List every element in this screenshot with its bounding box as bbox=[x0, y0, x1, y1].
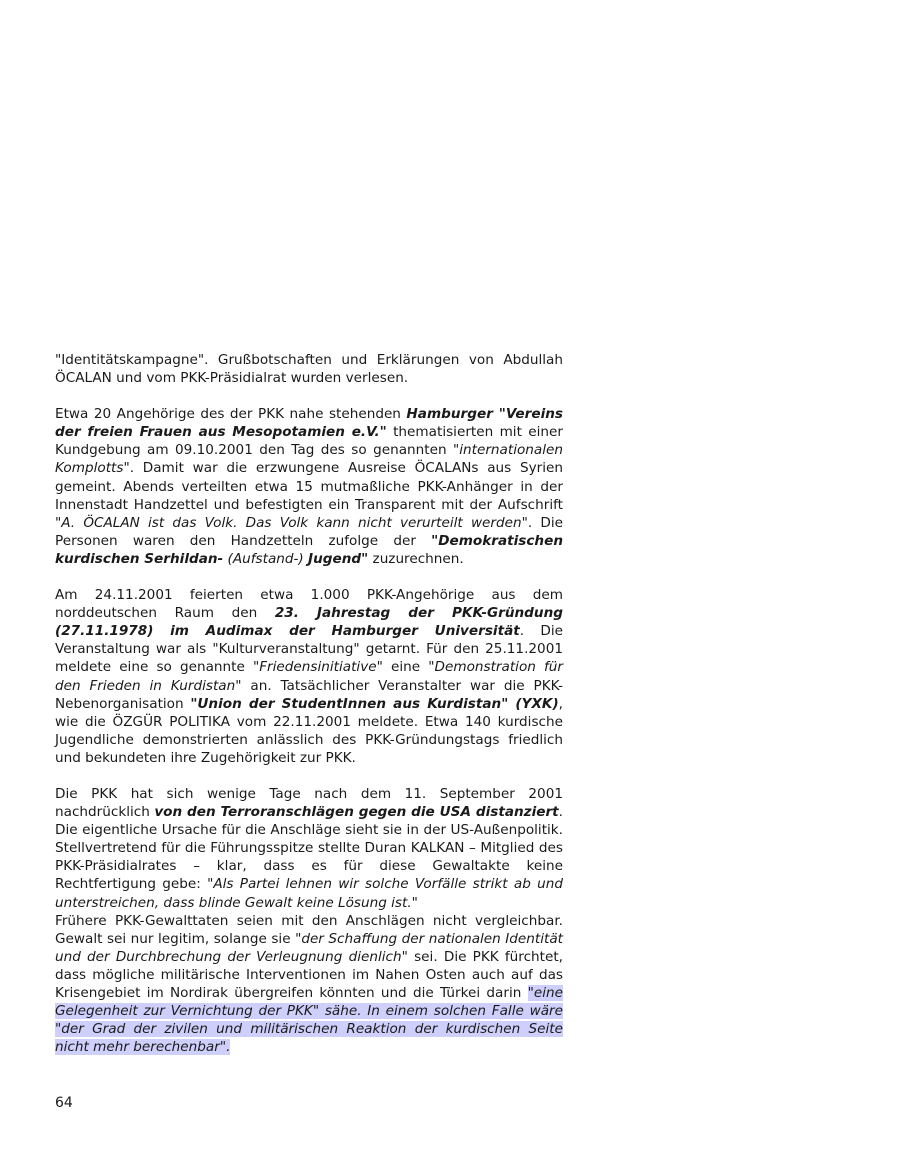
text-run: eine bbox=[382, 659, 429, 676]
paragraph-pkk-jahrestag bbox=[55, 586, 563, 767]
emphasis-run: "Demokratischen kurdischen Serhildan- bbox=[55, 532, 563, 567]
document-body bbox=[55, 351, 563, 1074]
text-run: Frühere PKK-Gewalttaten seien mit den Anschlägen nicht vergleichbar. Gewalt sei nur legitim, solange sie bbox=[55, 912, 563, 947]
quote-run: "Als Partei lehnen wir solche Vorfälle strikt ab und unterstreichen, dass blinde Gewalt keine Lösung ist." bbox=[55, 876, 563, 911]
paragraph-identitaetskampagne bbox=[55, 351, 563, 387]
text-run: . Die eigentliche Ursache für die Anschläge sieht sie in der US-Außenpolitik. Stellvertretend für die Führungsspitze stellte Duran KALKAN – Mitglied des PKK-Präsidialrates – klar, dass es für diese Gewaltakte keine Rechtfertigung gebe: bbox=[55, 804, 563, 893]
text-run: . Die Personen waren den Handzetteln zufolge der bbox=[55, 514, 563, 549]
text-run: thematisierten mit einer Kundgebung am 09.10.2001 den Tag des so genannten bbox=[55, 424, 563, 459]
emphasis-run: von den Terroranschlägen gegen die USA distanziert bbox=[154, 804, 559, 821]
quote-run: (Aufstand-) bbox=[223, 550, 309, 567]
text-run: sei. Die PKK fürchtet, dass mögliche militärische Interventionen im Nahen Osten auch auf das Krisengebiet im Nordirak übergreifen könnten und die Türkei darin bbox=[55, 948, 563, 1001]
emphasis-run: Jugend" bbox=[308, 550, 369, 567]
quote-run: "Friedensinitiative" bbox=[252, 659, 383, 676]
emphasis-run: Hamburger "Vereins der freien Frauen aus Mesopotamien e.V." bbox=[55, 406, 563, 441]
paragraph-gewalttaten bbox=[55, 912, 563, 1057]
page-number: 64 bbox=[55, 1095, 73, 1111]
quote-run: "internationalen Komplotts" bbox=[55, 442, 563, 477]
quote-run: "Demonstration für den Frieden in Kurdistan" bbox=[55, 659, 563, 694]
text-run: zuzurechnen. bbox=[368, 550, 464, 567]
quote-run: "A. ÖCALAN ist das Volk. Das Volk kann nicht verurteilt werden" bbox=[55, 514, 528, 531]
text-run: . Damit war die erzwungene Ausreise ÖCALANs aus Syrien gemeint. Abends verteilten etwa 15 mutmaßliche PKK-Anhänger in der Innenstadt Handzettel und befestigten ein Transparent mit der Aufschrift bbox=[55, 460, 563, 513]
text-run: Am 24.11.2001 feierten etwa 1.000 PKK-Angehörige aus dem norddeutschen Raum den bbox=[55, 587, 563, 622]
paragraph-terroranschlaege bbox=[55, 785, 563, 912]
emphasis-run: "Union der StudentInnen aus Kurdistan" (YXK) bbox=[190, 695, 559, 712]
emphasis-run: 23. Jahrestag der PKK-Gründung (27.11.1978) im Audimax der Hamburger Universität bbox=[55, 605, 563, 640]
text-run: . Die Veranstaltung war als "Kulturveranstaltung" getarnt. Für den 25.11.2001 meldete eine so genannte bbox=[55, 623, 564, 676]
text-run: Die PKK hat sich wenige Tage nach dem 11. September 2001 nachdrücklich bbox=[55, 785, 563, 821]
text-run: , wie die ÖZGÜR POLITIKA vom 22.11.2001 meldete. Etwa 140 kurdische Jugendliche demonstrierten anlässlich des PKK-Gründungstags friedlich und bekundeten ihre Zugehörigkeit zur PKK. bbox=[55, 695, 563, 766]
paragraph-frauenverein bbox=[55, 405, 563, 568]
quote-run: "der Schaffung der nationalen Identität und der Durchbrechung der Verleugnung dienlich" bbox=[55, 930, 563, 965]
text-run: "Identitätskampagne". Grußbotschaften und Erklärungen von Abdullah ÖCALAN und vom PKK-Präsidialrat wurden verlesen. bbox=[55, 352, 563, 387]
text-run: Etwa 20 Angehörige des der PKK nahe stehenden bbox=[55, 406, 407, 423]
text-run: an. Tatsächlicher Veranstalter war die PKK-Nebenorganisation bbox=[55, 677, 563, 712]
highlighted-quote-run: "eine Gelegenheit zur Vernichtung der PKK" sähe. In einem solchen Falle wäre "der Grad der zivilen und militärischen Reaktion der kurdischen Seite nicht mehr berechenbar". bbox=[55, 985, 563, 1056]
